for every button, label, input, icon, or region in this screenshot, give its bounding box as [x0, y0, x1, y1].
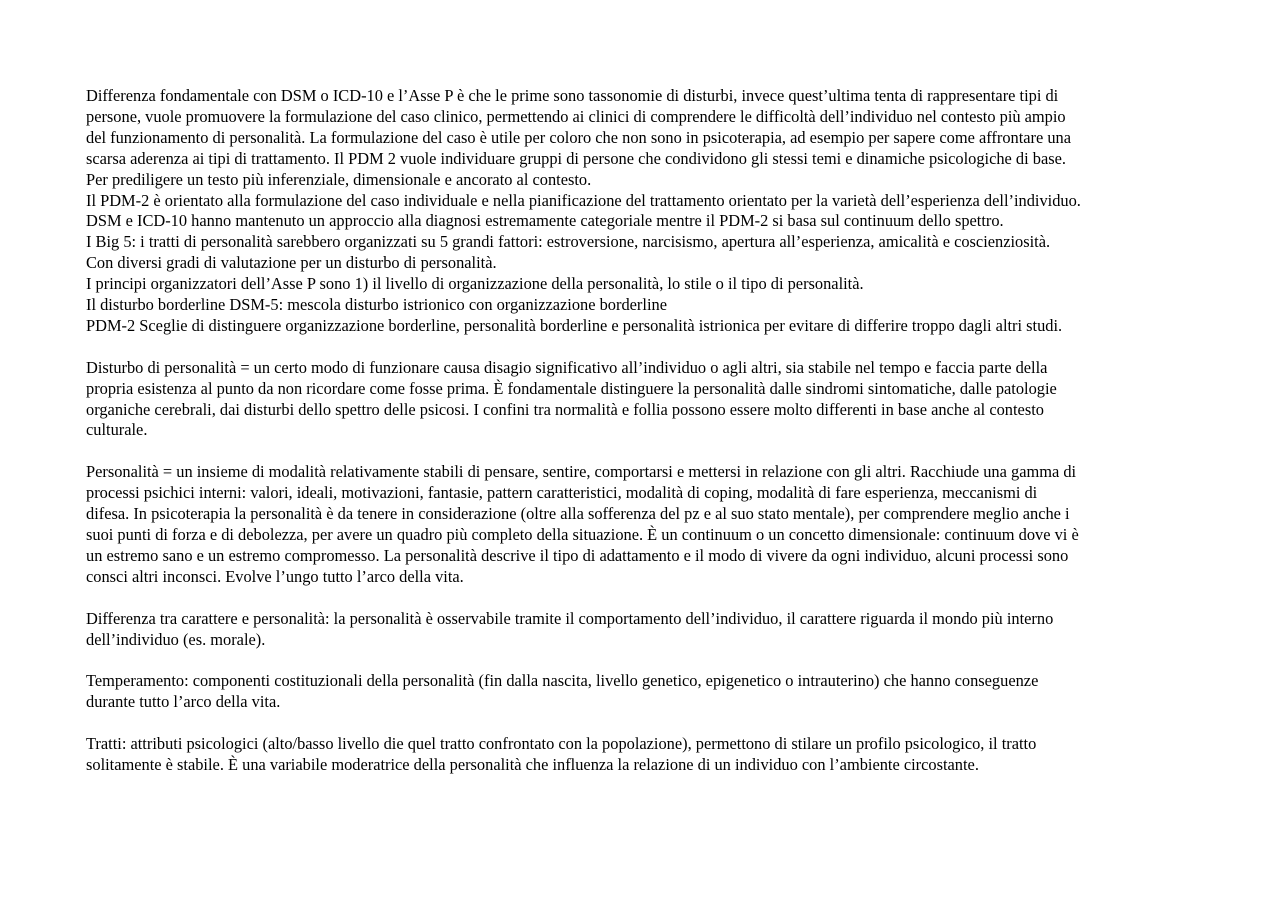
paragraph-personalita	[86, 462, 1206, 587]
text-line: difesa. In psicoterapia la personalità è da tenere in considerazione (oltre alla sofferenza del pz e al suo stato mentale), per comprendere meglio anche i	[86, 504, 1070, 524]
text-line: un estremo sano e un estremo compromesso. La personalità descrive il tipo di adattamento e il modo di vivere da ogni individuo, alcuni processi sono	[86, 545, 1069, 565]
text-line: organiche cerebrali, dai disturbi dello spettro delle psicosi. I confini tra normalità e follia possono essere molto differenti in base anche al contesto	[86, 399, 1044, 419]
paragraph-tratti	[86, 734, 1206, 776]
text-line: Il PDM-2 è orientato alla formulazione del caso individuale e nella pianificazione del trattamento orientato per la varietà dell’esperienza dell’individuo.	[86, 190, 1081, 210]
text-line: persone, vuole promuovere la formulazione del caso clinico, permettendo ai clinici di comprendere le difficoltà dell’individuo nel contesto più ampio	[86, 106, 1066, 126]
text-line: Disturbo di personalità = un certo modo di funzionare causa disagio significativo all’individuo o agli altri, sia stabile nel tempo e faccia parte della	[86, 357, 1048, 377]
paragraph-spacer	[86, 441, 1206, 462]
text-line: Personalità = un insieme di modalità relativamente stabili di pensare, sentire, comportarsi e mettersi in relazione con gli altri. Racchiude una gamma di	[86, 462, 1077, 482]
text-line: solitamente è stabile. È una variabile moderatrice della personalità che influenza la relazione di un individuo con l’ambiente circostante.	[86, 754, 979, 774]
paragraph-disturbo-personalita	[86, 358, 1206, 442]
text-line: durante tutto l’arco della vita.	[86, 692, 281, 712]
text-line: PDM-2 Sceglie di distinguere organizzazione borderline, personalità borderline e personalità istrionica per evitare di differire troppo dagli altri studi.	[86, 315, 1063, 335]
text-line: DSM e ICD-10 hanno mantenuto un approccio alla diagnosi estremamente categoriale mentre il PDM-2 si basa sul continuum dello spettro.	[86, 211, 1004, 231]
paragraph-asse-p	[86, 86, 1206, 337]
paragraph-spacer	[86, 650, 1206, 671]
text-line: processi psichici interni: valori, ideali, motivazioni, fantasie, pattern caratteristici, modalità di coping, modalità di fare esperienza, meccanismi di	[86, 483, 1038, 503]
text-line: consci altri inconsci. Evolve l’ungo tutto l’arco della vita.	[86, 566, 464, 586]
paragraph-spacer	[86, 713, 1206, 734]
text-line: Temperamento: componenti costituzionali della personalità (fin dalla nascita, livello genetico, epigenetico o intrauterino) che hanno conseguenze	[86, 671, 1039, 691]
paragraph-carattere	[86, 609, 1206, 651]
paragraph-spacer	[86, 337, 1206, 358]
document-page	[86, 86, 1206, 776]
text-line: Tratti: attributi psicologici (alto/basso livello die quel tratto confrontato con la popolazione), permettono di stilare un profilo psicologico, il tratto	[86, 734, 1037, 754]
text-line: dell’individuo (es. morale).	[86, 629, 266, 649]
text-line: propria esistenza al punto da non ricordare come fosse prima. È fondamentale distinguere la personalità dalle sindromi sintomatiche, dalle patologie	[86, 378, 1057, 398]
text-line: Differenza tra carattere e personalità: la personalità è osservabile tramite il comportamento dell’individuo, il carattere riguarda il mondo più interno	[86, 608, 1054, 628]
text-line: I principi organizzatori dell’Asse P sono 1) il livello di organizzazione della personalità, lo stile o il tipo di personalità.	[86, 274, 864, 294]
paragraph-spacer	[86, 588, 1206, 609]
text-line: I Big 5: i tratti di personalità sarebbero organizzati su 5 grandi fattori: estroversione, narcisismo, apertura all’esperienza, amicalità e coscienziosità.	[86, 232, 1051, 252]
text-line: Con diversi gradi di valutazione per un disturbo di personalità.	[86, 253, 497, 273]
text-line: suoi punti di forza e di debolezza, per avere un quadro più completo della situazione. È un continuum o un concetto dimensionale: continuum dove vi è	[86, 525, 1079, 544]
text-line: Differenza fondamentale con DSM o ICD-10 e l’Asse P è che le prime sono tassonomie di disturbi, invece quest’ultima tenta di rappresentare tipi di	[86, 86, 1059, 105]
text-line: del funzionamento di personalità. La formulazione del caso è utile per coloro che non sono in psicoterapia, ad esempio per sapere come affrontare una	[86, 127, 1072, 147]
text-line: scarsa aderenza ai tipi di trattamento. Il PDM 2 vuole individuare gruppi di persone che condividono gli stessi temi e dinamiche psicologiche di base.	[86, 148, 1066, 168]
text-line: culturale.	[86, 420, 148, 440]
text-line: Il disturbo borderline DSM-5: mescola disturbo istrionico con organizzazione borderline	[86, 295, 667, 315]
text-line: Per prediligere un testo più inferenziale, dimensionale e ancorato al contesto.	[86, 169, 592, 189]
paragraph-temperamento	[86, 671, 1206, 713]
